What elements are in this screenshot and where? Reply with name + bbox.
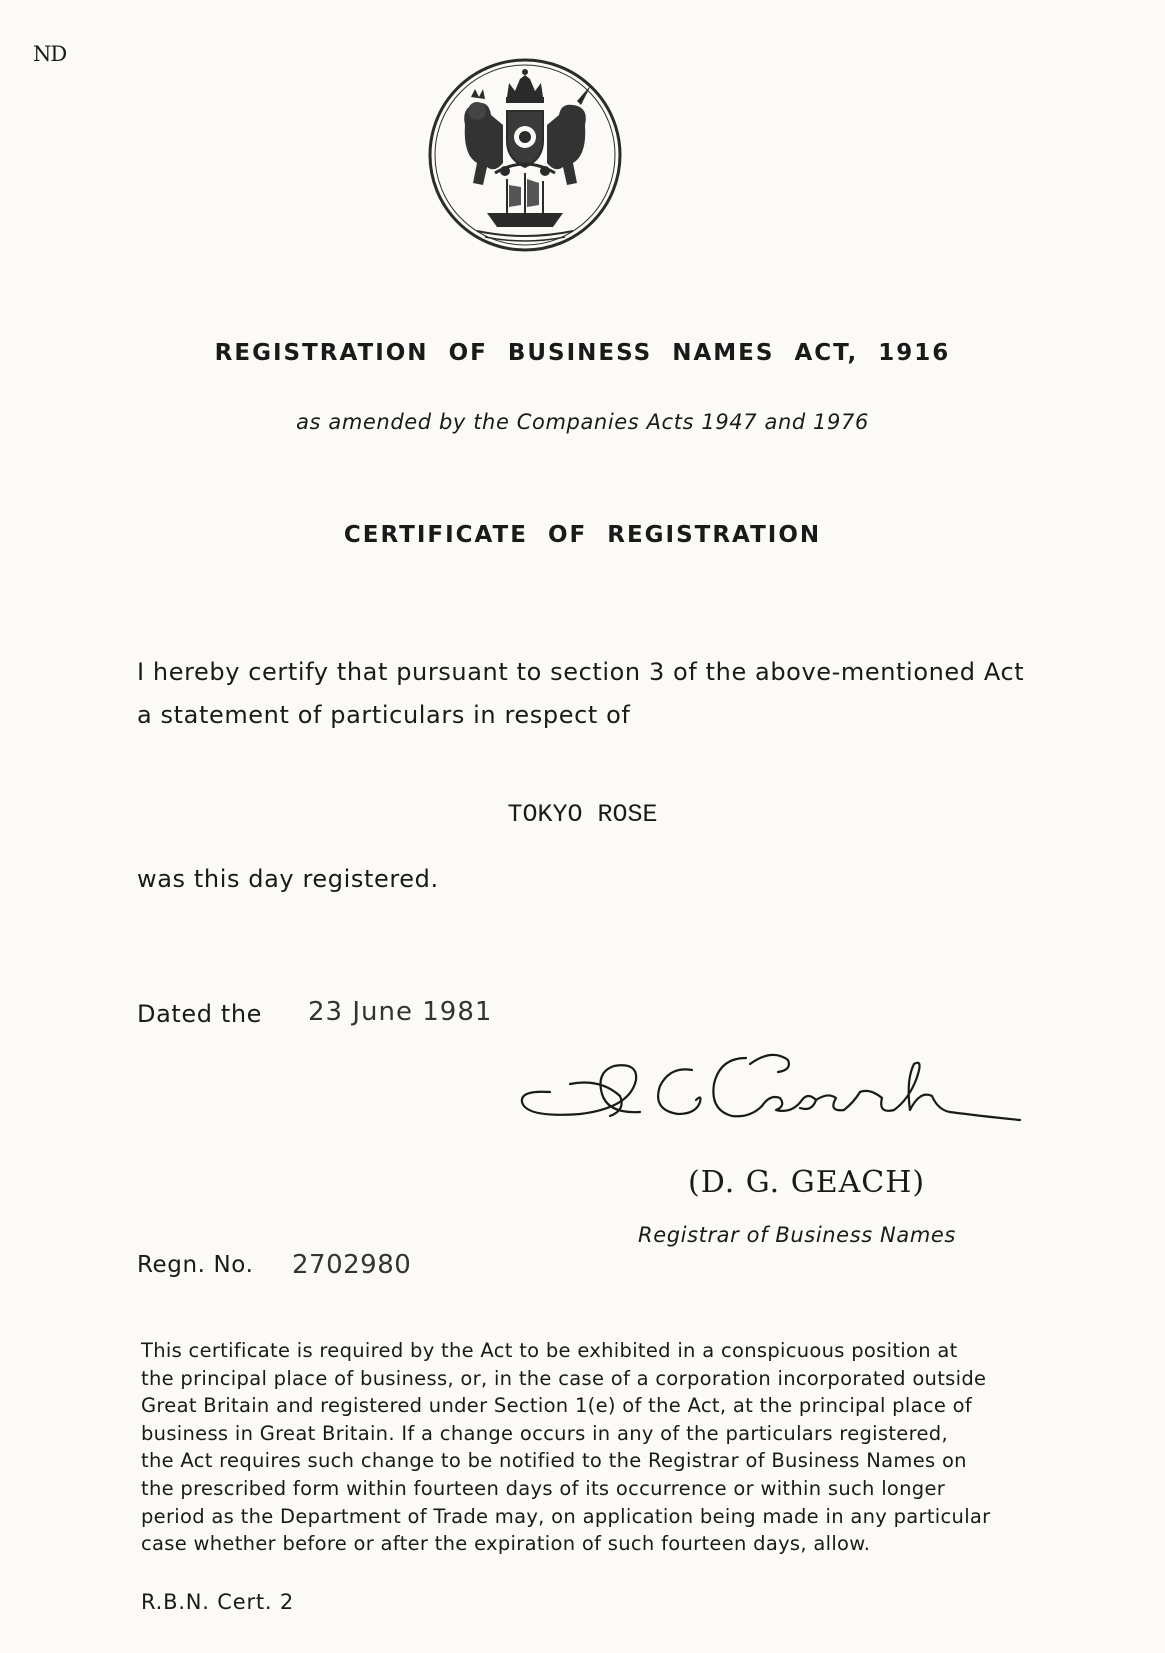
signatory-title: Registrar of Business Names — [638, 1223, 956, 1247]
dated-label: Dated the — [137, 1000, 263, 1028]
footnote-line: case whether before or after the expiration of such fourteen days, allow. — [141, 1532, 871, 1556]
dated-value: 23 June 1981 — [308, 997, 493, 1027]
footnote — [141, 1337, 1081, 1558]
business-name: TOKYO ROSE — [507, 800, 658, 829]
registration-label: Regn. No. — [137, 1252, 254, 1278]
footnote-line: period as the Department of Trade may, on application being made in any particular — [141, 1504, 991, 1528]
corner-initials: ND — [33, 42, 67, 66]
certification-line-2: a statement of particulars in respect of — [137, 701, 631, 729]
certificate-title: CERTIFICATE OF REGISTRATION — [343, 522, 822, 548]
footnote-line: This certificate is required by the Act to be exhibited in a conspicuous position at — [141, 1339, 958, 1362]
act-amendment: as amended by the Companies Acts 1947 and 1976 — [296, 410, 869, 434]
form-reference: R.B.N. Cert. 2 — [141, 1590, 295, 1614]
registered-statement: was this day registered. — [137, 865, 439, 893]
registration-number: 2702980 — [292, 1250, 412, 1280]
footnote-line: the principal place of business, or, in the case of a corporation incorporated outside — [141, 1366, 987, 1390]
certification-line-1: I hereby certify that pursuant to section 3 of the above-mentioned Act — [137, 658, 1025, 686]
royal-coat-of-arms-seal-icon — [425, 55, 625, 255]
handwritten-signature-icon — [510, 1040, 1070, 1160]
footnote-line: Great Britain and registered under Section 1(e) of the Act, at the principal place of — [141, 1394, 973, 1418]
footnote-line: the prescribed form within fourteen days of its occurrence or within such longer — [141, 1476, 946, 1500]
footnote-line: business in Great Britain. If a change occurs in any of the particulars registered, — [141, 1421, 948, 1445]
footnote-line: the Act requires such change to be notified to the Registrar of Business Names on — [141, 1449, 967, 1473]
act-title: REGISTRATION OF BUSINESS NAMES ACT, 1916 — [214, 340, 951, 366]
signatory-name: (D. G. GEACH) — [688, 1165, 926, 1200]
